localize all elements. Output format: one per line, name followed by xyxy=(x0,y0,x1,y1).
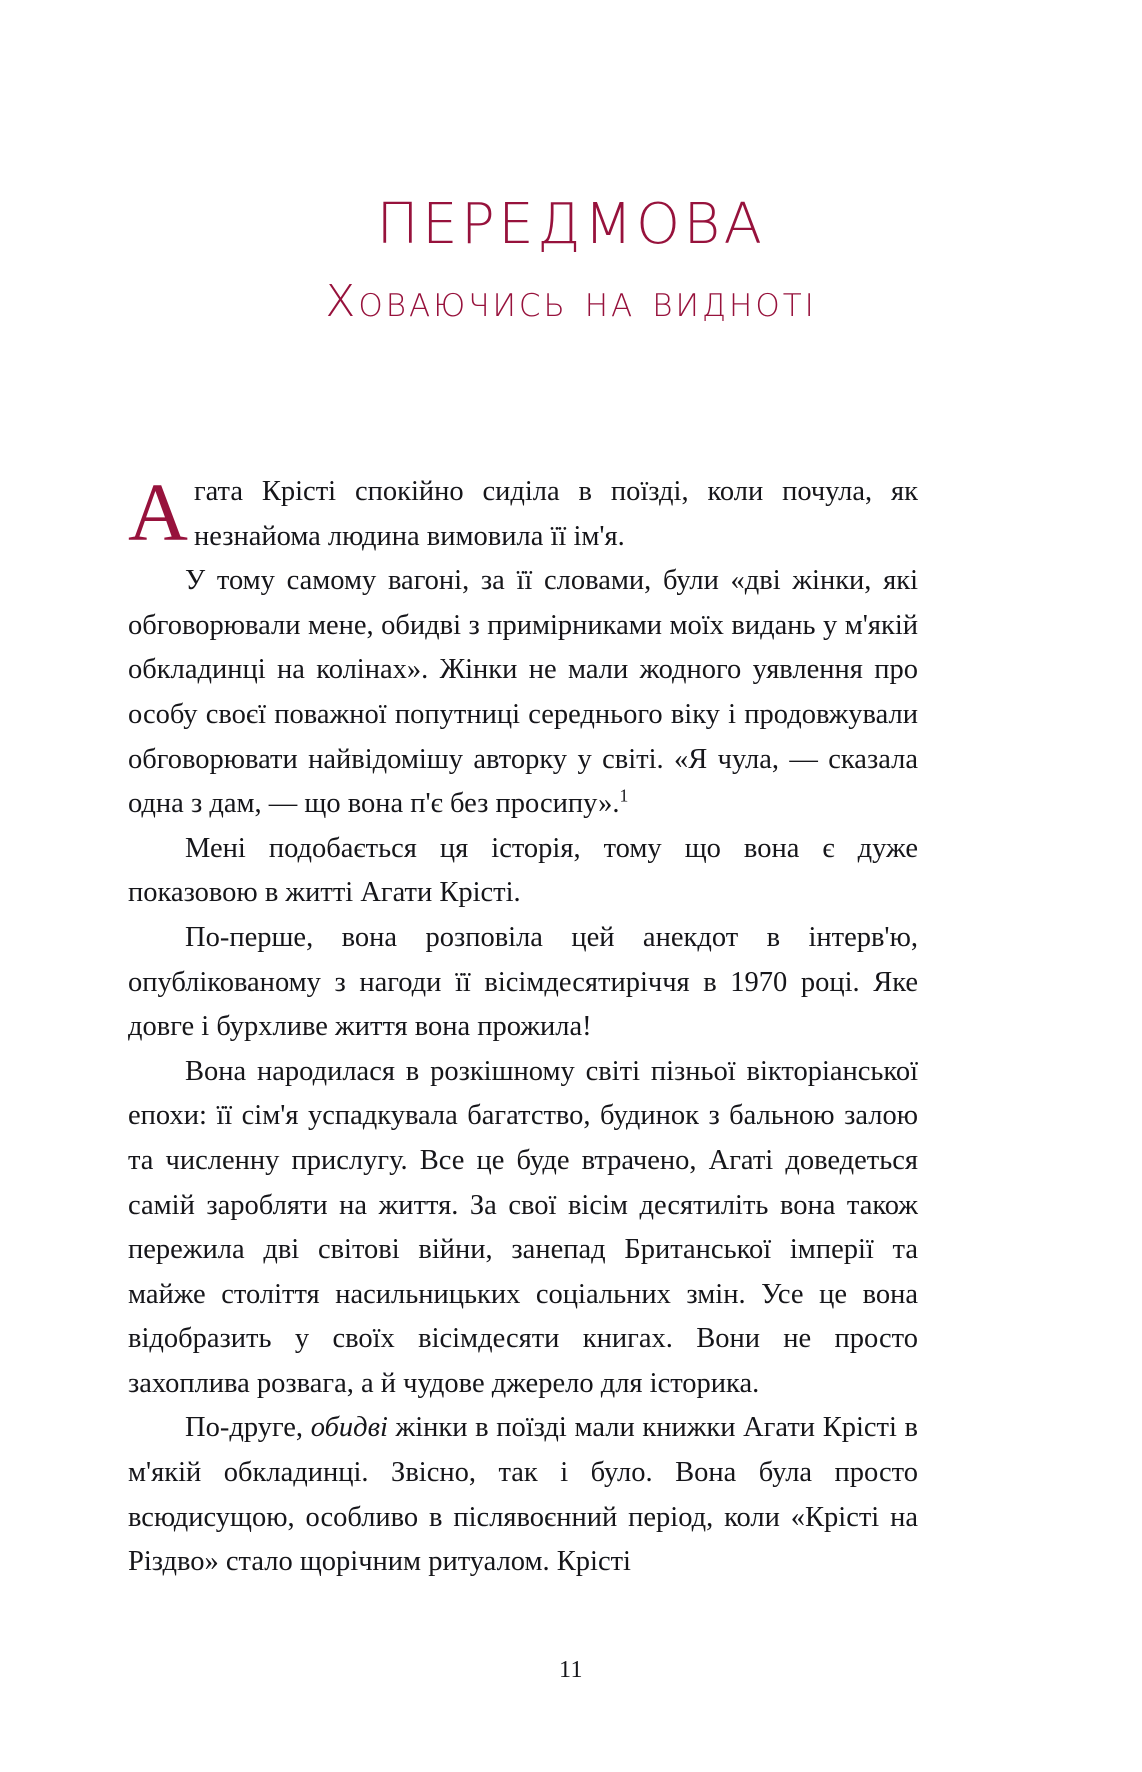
chapter-heading xyxy=(0,192,1142,327)
paragraph-6-rest: жінки в поїзді мали книжки Агати Крісті в м'якій обкладинці. Звісно, так і було. Вона була просто всюдисущою, особливо в післявоєнний період, коли «Крісті на Різдво» стало щорічним ритуалом. Крісті xyxy=(128,1412,918,1578)
paragraph-5: Вона народилася в розкішному світі пізньої вікторіанської епохи: її сім'я успадкувала багатство, будинок з бальною залою та численну прислугу. Все це буде втрачено, Агаті доведеться самій заробляти на життя. За свої вісім десятиліть вона також пережила дві світові війни, занепад Британської імперії та майже століття насильницьких соціальних змін. Усе це вона відобразить у своїх вісімдесяти книгах. Вони не просто захоплива розвага, а й чудове джерело для історика. xyxy=(128,1055,918,1399)
paragraph-3: Мені подобається ця історія, тому що вона є дуже показовою в житті Агати Крісті. xyxy=(128,832,918,909)
paragraph-2 xyxy=(128,559,918,827)
paragraph-4: По-перше, вона розповіла цей анекдот в інтерв'ю, опублікованому з нагоди її вісімдесятиріччя в 1970 році. Яке довге і бурхливе життя вона прожила! xyxy=(128,921,918,1043)
paragraph-6 xyxy=(128,1406,918,1584)
page-number: 11 xyxy=(558,1657,584,1683)
footnote-marker[interactable]: 1 xyxy=(619,785,629,806)
paragraph-2-text: У тому самому вагоні, за її словами, були «дві жінки, які обговорювали мене, обидві з примірниками моїх видань у м'якій обкладинці на колінах». Жінки не мали жодного уявлення про особу своєї поважної попутниці середнього віку і продовжували обговорювати найвідомішу авторку у світі. «Я чула, — сказала одна з дам, — що вона п'є без просипу». xyxy=(128,565,918,820)
page-title: ПЕРЕДМОВА xyxy=(376,192,766,257)
paragraph-6-emphasis: обидві xyxy=(310,1412,388,1444)
paragraph-6-lead: По-друге, xyxy=(185,1412,311,1444)
chapter-subtitle: Ховаючись на видноті xyxy=(325,275,817,327)
body-text-column xyxy=(128,466,918,1585)
paragraph-1: Агата Крісті спокійно сиділа в поїзді, коли почула, як незнайома людина вимовила її ім'я. xyxy=(128,466,918,558)
